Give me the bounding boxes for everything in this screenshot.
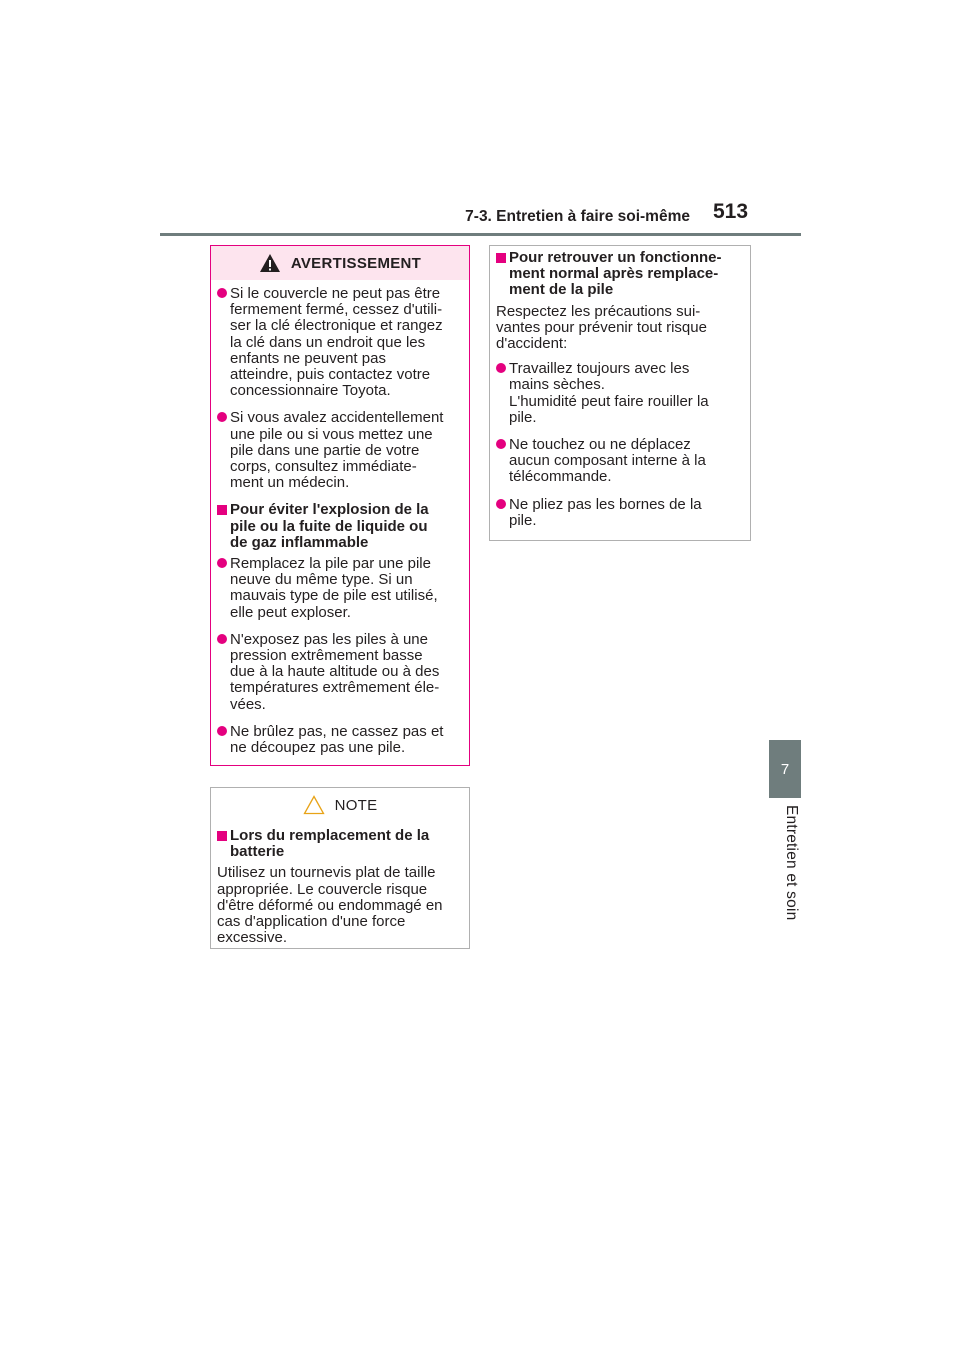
restore-bullet: Travaillez toujours avec les mains sèches. L'humidité peut faire rouiller la pile.: [496, 361, 746, 426]
note-paragraph: Utilisez un tournevis plat de taille appropriée. Le couvercle risque d'être déformé ou endommagé en cas d'application d'une force excessive.: [217, 864, 443, 947]
note-box: [210, 787, 470, 949]
restore-content: [490, 246, 750, 529]
chapter-label: Entretien et soin: [783, 805, 800, 921]
warning-bullet: N'exposez pas les piles à une pression extrêmement basse due à la haute altitude ou à des températures extrêmement éle- vées.: [217, 632, 465, 713]
restore-bullet: Ne pliez pas les bornes de la pile.: [496, 497, 746, 529]
caution-triangle-outline-icon: [303, 795, 325, 815]
warning-bullet: Remplacez la pile par une pile neuve du même type. Si un mauvais type de pile est utilisé, elle peut exploser.: [217, 556, 465, 621]
page-number: 513: [713, 200, 749, 223]
warning-bullet: Si le couvercle ne peut pas être fermement fermé, cessez d'utili- ser la clé électronique et rangez la clé dans un endroit que les enfants ne peuvent pas atteindre, puis contactez votre concessionnaire Toyota.: [217, 286, 465, 399]
warning-title: AVERTISSEMENT: [290, 254, 422, 272]
note-subheading: Lors du remplacement de la batterie: [217, 828, 465, 860]
restore-intro: Respectez les précautions sui- vantes pour prévenir tout risque d'accident:: [496, 302, 707, 353]
warning-box: [210, 245, 470, 766]
section-title: 7-3. Entretien à faire soi-même: [465, 208, 690, 225]
warning-bullet: Si vous avalez accidentellement une pile ou si vous mettez une pile dans une partie de votre corps, consultez immédiate- ment un médecin.: [217, 410, 465, 491]
restore-operation-box: [489, 245, 751, 541]
restore-bullet: Ne touchez ou ne déplacez aucun composant interne à la télécommande.: [496, 437, 746, 486]
chapter-tab[interactable]: 7: [769, 740, 801, 798]
warning-triangle-icon: [259, 253, 281, 273]
warning-bullet: Ne brûlez pas, ne cassez pas et ne découpez pas une pile.: [217, 724, 465, 756]
note-title: NOTE: [334, 796, 378, 814]
warning-header: [211, 246, 469, 280]
restore-heading: Pour retrouver un fonctionne- ment normal après remplace- ment de la pile: [496, 250, 746, 299]
warning-content: [211, 286, 469, 756]
header-divider: [160, 233, 801, 236]
warning-subheading: Pour éviter l'explosion de la pile ou la fuite de liquide ou de gaz inflammable: [217, 502, 465, 551]
note-content: [211, 828, 469, 946]
note-header: [211, 788, 469, 822]
